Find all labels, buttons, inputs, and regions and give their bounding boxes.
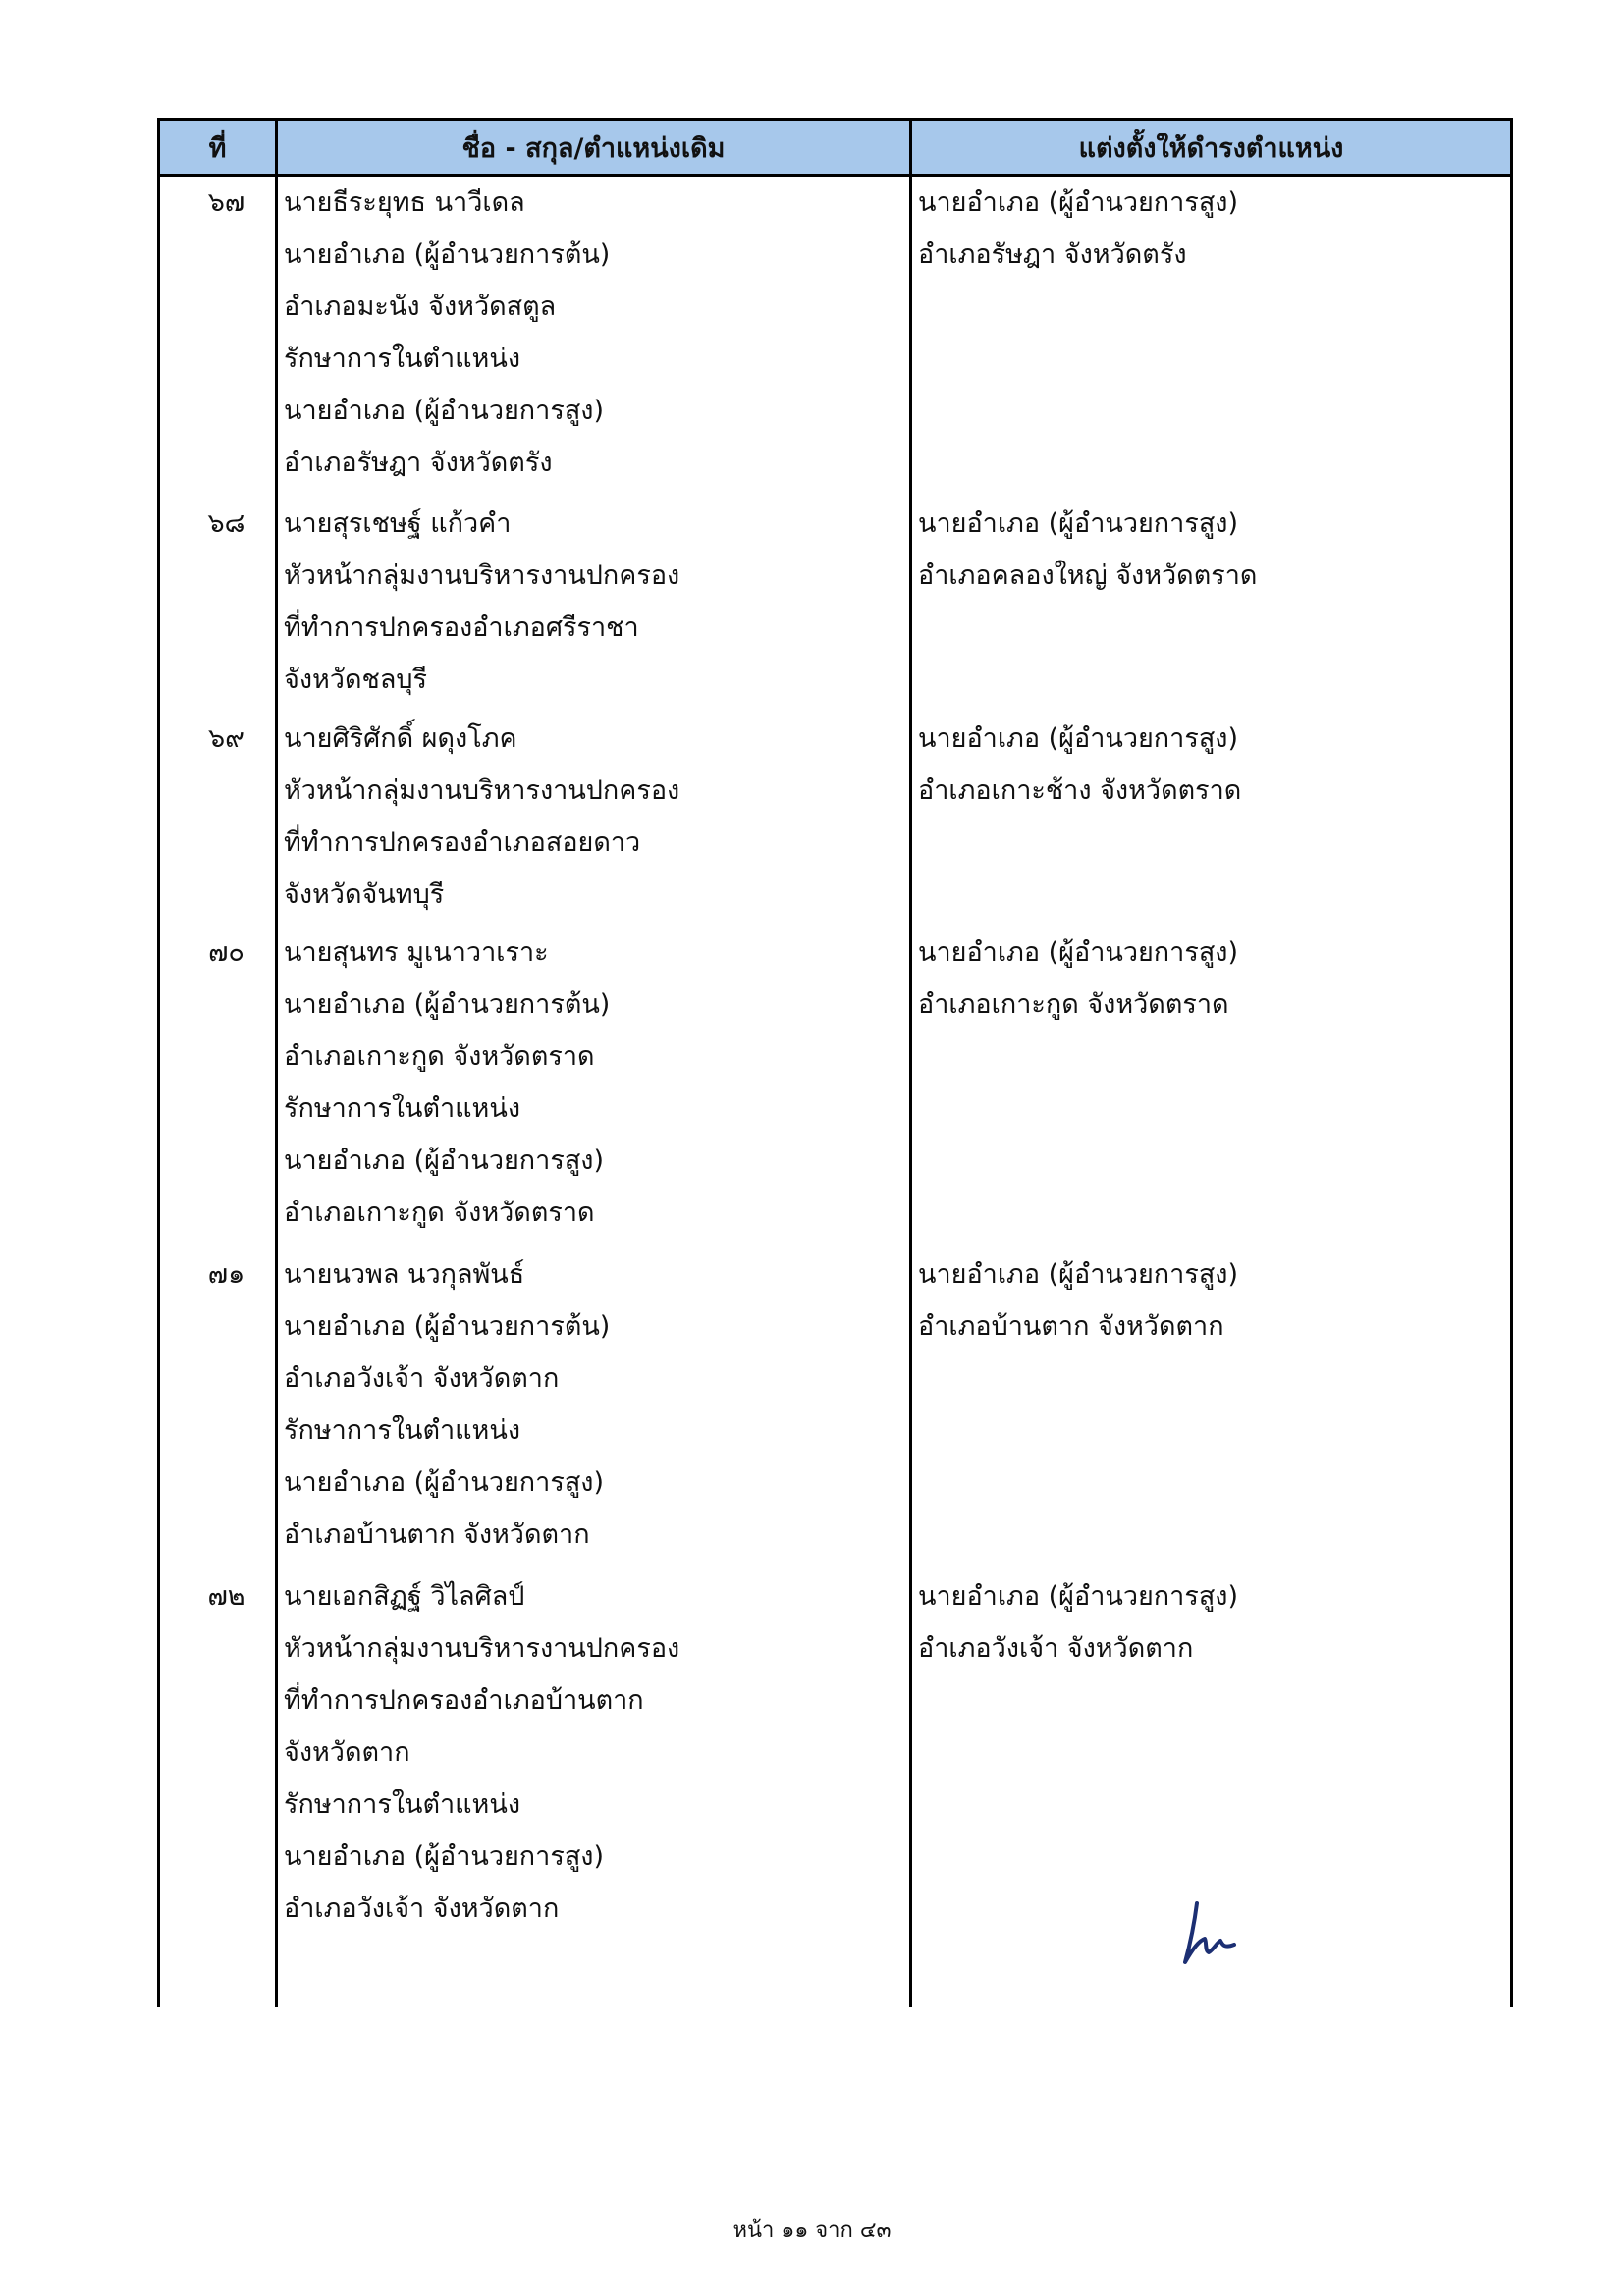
old-position-line: นายอำเภอ (ผู้อำนวยการต้น)	[284, 989, 611, 1020]
new-position-cell	[912, 177, 1510, 281]
old-position-line: อำเภอมะนัง จังหวัดสตูล	[284, 292, 557, 322]
appointment-table	[157, 118, 1513, 2007]
old-position-line: นายเอกสิฏฐ์ วิไลศิลป์	[284, 1581, 525, 1612]
page-number: หน้า ๑๑ จาก ๔๓	[732, 2218, 892, 2243]
header-new-position: แต่งตั้งให้ดำรงตำแหน่ง	[1078, 133, 1344, 164]
table-body	[160, 177, 1510, 2007]
old-position-line: นายสุนทร มูเนาวาเราะ	[284, 937, 549, 968]
new-position-line: นายอำเภอ (ผู้อำนวยการสูง)	[918, 508, 1239, 539]
old-position-line: อำเภอรัษฎา จังหวัดตรัง	[284, 448, 553, 478]
new-position-cell	[912, 927, 1510, 1031]
old-position-line: จังหวัดตาก	[284, 1737, 410, 1768]
old-position-line: หัวหน้ากลุ่มงานบริหารงานปกครอง	[284, 775, 680, 806]
old-position-cell	[278, 713, 909, 921]
new-position-line: อำเภอคลองใหญ่ จังหวัดตราด	[918, 561, 1258, 591]
new-position-line: อำเภอเกาะช้าง จังหวัดตราด	[918, 775, 1242, 806]
new-position-line: อำเภอรัษฎา จังหวัดตรัง	[918, 240, 1187, 270]
column-old-position	[278, 177, 912, 2007]
new-position-line: นายอำเภอ (ผู้อำนวยการสูง)	[918, 723, 1239, 754]
old-position-line: นายอำเภอ (ผู้อำนวยการสูง)	[284, 1468, 605, 1498]
new-position-line: นายอำเภอ (ผู้อำนวยการสูง)	[918, 1259, 1239, 1290]
old-position-cell	[278, 927, 909, 1239]
column-new-position	[912, 177, 1510, 2007]
old-position-cell	[278, 177, 909, 489]
new-position-line: นายอำเภอ (ผู้อำนวยการสูง)	[918, 1581, 1239, 1612]
new-position-line: นายอำเภอ (ผู้อำนวยการสูง)	[918, 937, 1239, 968]
old-position-line: จังหวัดชลบุรี	[284, 665, 428, 695]
old-position-line: รักษาการในตำแหน่ง	[284, 1789, 520, 1820]
old-position-line: นายนวพล นวกุลพันธ์	[284, 1259, 525, 1290]
old-position-cell	[278, 1249, 909, 1561]
old-position-line: รักษาการในตำแหน่ง	[284, 1415, 520, 1446]
old-position-line: นายอำเภอ (ผู้อำนวยการต้น)	[284, 240, 611, 270]
column-no	[160, 177, 278, 2007]
old-position-cell	[278, 1571, 909, 1935]
new-position-line: อำเภอวังเจ้า จังหวัดตาก	[918, 1633, 1194, 1664]
signature-mark	[1183, 1899, 1242, 1968]
old-position-line: จังหวัดจันทบุรี	[284, 880, 445, 910]
old-position-line: นายศิริศักดิ์ ผดุงโภค	[284, 723, 517, 754]
header-no: ที่	[160, 121, 278, 174]
old-position-line: อำเภอเกาะกูด จังหวัดตราด	[284, 1041, 595, 1072]
old-position-line: อำเภอเกาะกูด จังหวัดตราด	[284, 1198, 595, 1228]
new-position-cell	[912, 498, 1510, 602]
row-number: ๖๘	[207, 508, 245, 539]
old-position-line: อำเภอบ้านตาก จังหวัดตาก	[284, 1520, 590, 1550]
old-position-line: หัวหน้ากลุ่มงานบริหารงานปกครอง	[284, 1633, 680, 1664]
row-number: ๗๒	[207, 1581, 245, 1612]
old-position-line: นายอำเภอ (ผู้อำนวยการสูง)	[284, 396, 605, 426]
old-position-line: ที่ทำการปกครองอำเภอบ้านตาก	[284, 1685, 644, 1716]
row-number: ๖๗	[207, 187, 245, 218]
row-number: ๖๙	[208, 723, 244, 754]
new-position-line: อำเภอบ้านตาก จังหวัดตาก	[918, 1311, 1224, 1342]
new-position-cell	[912, 713, 1510, 817]
old-position-line: รักษาการในตำแหน่ง	[284, 344, 520, 374]
new-position-cell	[912, 1571, 1510, 1675]
old-position-line: อำเภอวังเจ้า จังหวัดตาก	[284, 1363, 560, 1394]
old-position-line: ที่ทำการปกครองอำเภอสอยดาว	[284, 828, 641, 858]
old-position-line: ที่ทำการปกครองอำเภอศรีราชา	[284, 613, 639, 643]
new-position-line: อำเภอเกาะกูด จังหวัดตราด	[918, 989, 1229, 1020]
old-position-line: นายสุรเชษฐ์ แก้วคำ	[284, 508, 512, 539]
header-old-position: ชื่อ - สกุล/ตำแหน่งเดิม	[278, 121, 912, 174]
row-number: ๗๑	[207, 1259, 245, 1290]
table-header	[160, 121, 1510, 177]
old-position-line: นายธีระยุทธ นาวีเดล	[284, 187, 525, 218]
old-position-line: หัวหน้ากลุ่มงานบริหารงานปกครอง	[284, 561, 680, 591]
row-number: ๗๐	[208, 937, 244, 968]
old-position-cell	[278, 498, 909, 706]
old-position-line: นายอำเภอ (ผู้อำนวยการสูง)	[284, 1842, 605, 1872]
new-position-line: นายอำเภอ (ผู้อำนวยการสูง)	[918, 187, 1239, 218]
old-position-line: อำเภอวังเจ้า จังหวัดตาก	[284, 1894, 560, 1924]
old-position-line: นายอำเภอ (ผู้อำนวยการต้น)	[284, 1311, 611, 1342]
new-position-cell	[912, 1249, 1510, 1353]
old-position-line: นายอำเภอ (ผู้อำนวยการสูง)	[284, 1146, 605, 1176]
old-position-line: รักษาการในตำแหน่ง	[284, 1094, 520, 1124]
